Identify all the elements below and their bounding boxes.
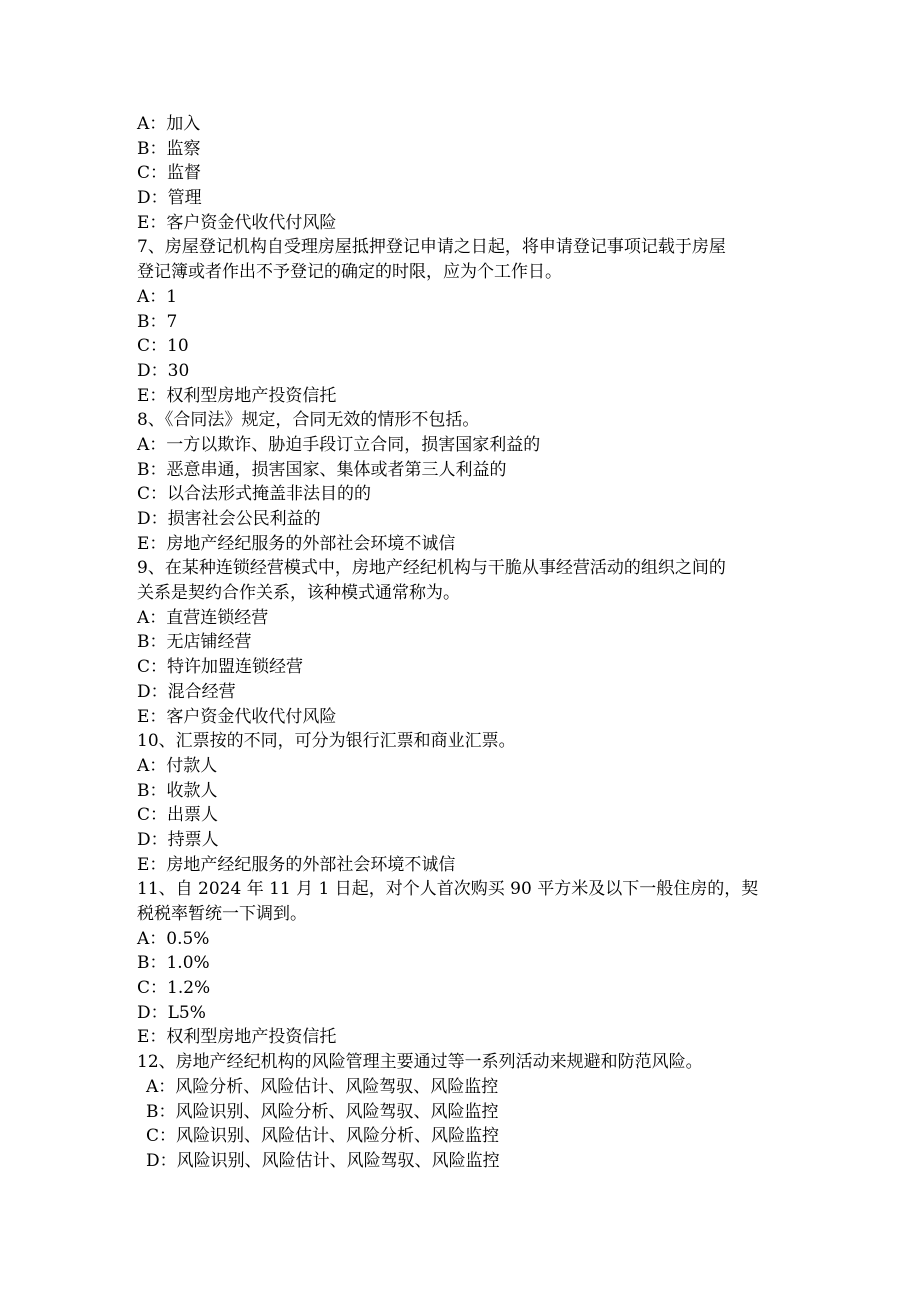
option-line: B：风险识别、风险分析、风险驾驭、风险监控 (146, 1101, 499, 1122)
option-line: E：客户资金代收代付风险 (137, 212, 337, 233)
question-line: 12、房地产经纪机构的风险管理主要通过等一系列活动来规避和防范风险。 (137, 1052, 703, 1073)
option-line: A：风险分析、风险估计、风险驾驭、风险监控 (146, 1076, 499, 1097)
option-line: C：以合法形式掩盖非法目的的 (137, 484, 372, 505)
question-line: 登记簿或者作出不予登记的确定的时限，应为个工作日。 (137, 262, 562, 283)
option-line: B：无店铺经营 (137, 632, 252, 653)
option-line: E：权利型房地产投资信托 (137, 385, 337, 406)
option-line: A：一方以欺诈、胁迫手段订立合同，损害国家利益的 (137, 434, 541, 455)
option-line: C：监督 (137, 163, 202, 184)
question-line: 10、汇票按的不同，可分为银行汇票和商业汇票。 (137, 731, 516, 752)
option-line: E：房地产经纪服务的外部社会环境不诚信 (137, 854, 456, 875)
option-line: D：L5% (137, 1002, 206, 1023)
option-line: D：混合经营 (137, 681, 236, 702)
option-line: D：30 (137, 360, 190, 381)
question-line: 7、房屋登记机构自受理房屋抵押登记申请之日起，将申请登记事项记载于房屋 (137, 237, 726, 258)
question-line: 关系是契约合作关系，该种模式通常称为。 (137, 583, 460, 604)
option-line: C：1.2% (137, 978, 211, 999)
option-line: E：客户资金代收代付风险 (137, 706, 337, 727)
option-line: A：付款人 (137, 755, 218, 776)
question-line: 税税率暂统一下调到。 (137, 904, 307, 924)
option-line: D：损害社会公民利益的 (137, 509, 321, 529)
option-line: D：持票人 (137, 829, 219, 850)
question-line: 11、自 2024 年 11 月 1 日起，对个人首次购买 90 平方米及以下一般住房的，契 (137, 879, 759, 900)
question-line: 8、《合同法》规定，合同无效的情形不包括。 (137, 410, 480, 431)
option-line: B：监察 (137, 138, 201, 159)
option-line: A：1 (137, 286, 178, 307)
option-line: A：加入 (137, 114, 201, 134)
option-line: C：风险识别、风险估计、风险分析、风险监控 (146, 1126, 500, 1147)
option-line: D：管理 (137, 188, 202, 209)
option-line: E：房地产经纪服务的外部社会环境不诚信 (137, 533, 456, 554)
option-line: B：恶意串通，损害国家、集体或者第三人利益的 (137, 459, 507, 480)
option-line: A：直营连锁经营 (137, 607, 269, 628)
option-line: C：出票人 (137, 805, 219, 826)
option-line: B：收款人 (137, 780, 218, 801)
option-line: B：7 (137, 311, 178, 332)
option-line: B：1.0% (137, 953, 210, 974)
question-line: 9、在某种连锁经营模式中，房地产经纪机构与干脆从事经营活动的组织之间的 (137, 558, 726, 579)
option-line: E：权利型房地产投资信托 (137, 1027, 337, 1048)
exam-question-list (137, 112, 787, 1174)
option-line: C：特许加盟连锁经营 (137, 657, 304, 678)
option-line: C：10 (137, 336, 189, 357)
option-line: D：风险识别、风险估计、风险驾驭、风险监控 (146, 1150, 500, 1171)
option-line: A：0.5% (137, 928, 210, 949)
